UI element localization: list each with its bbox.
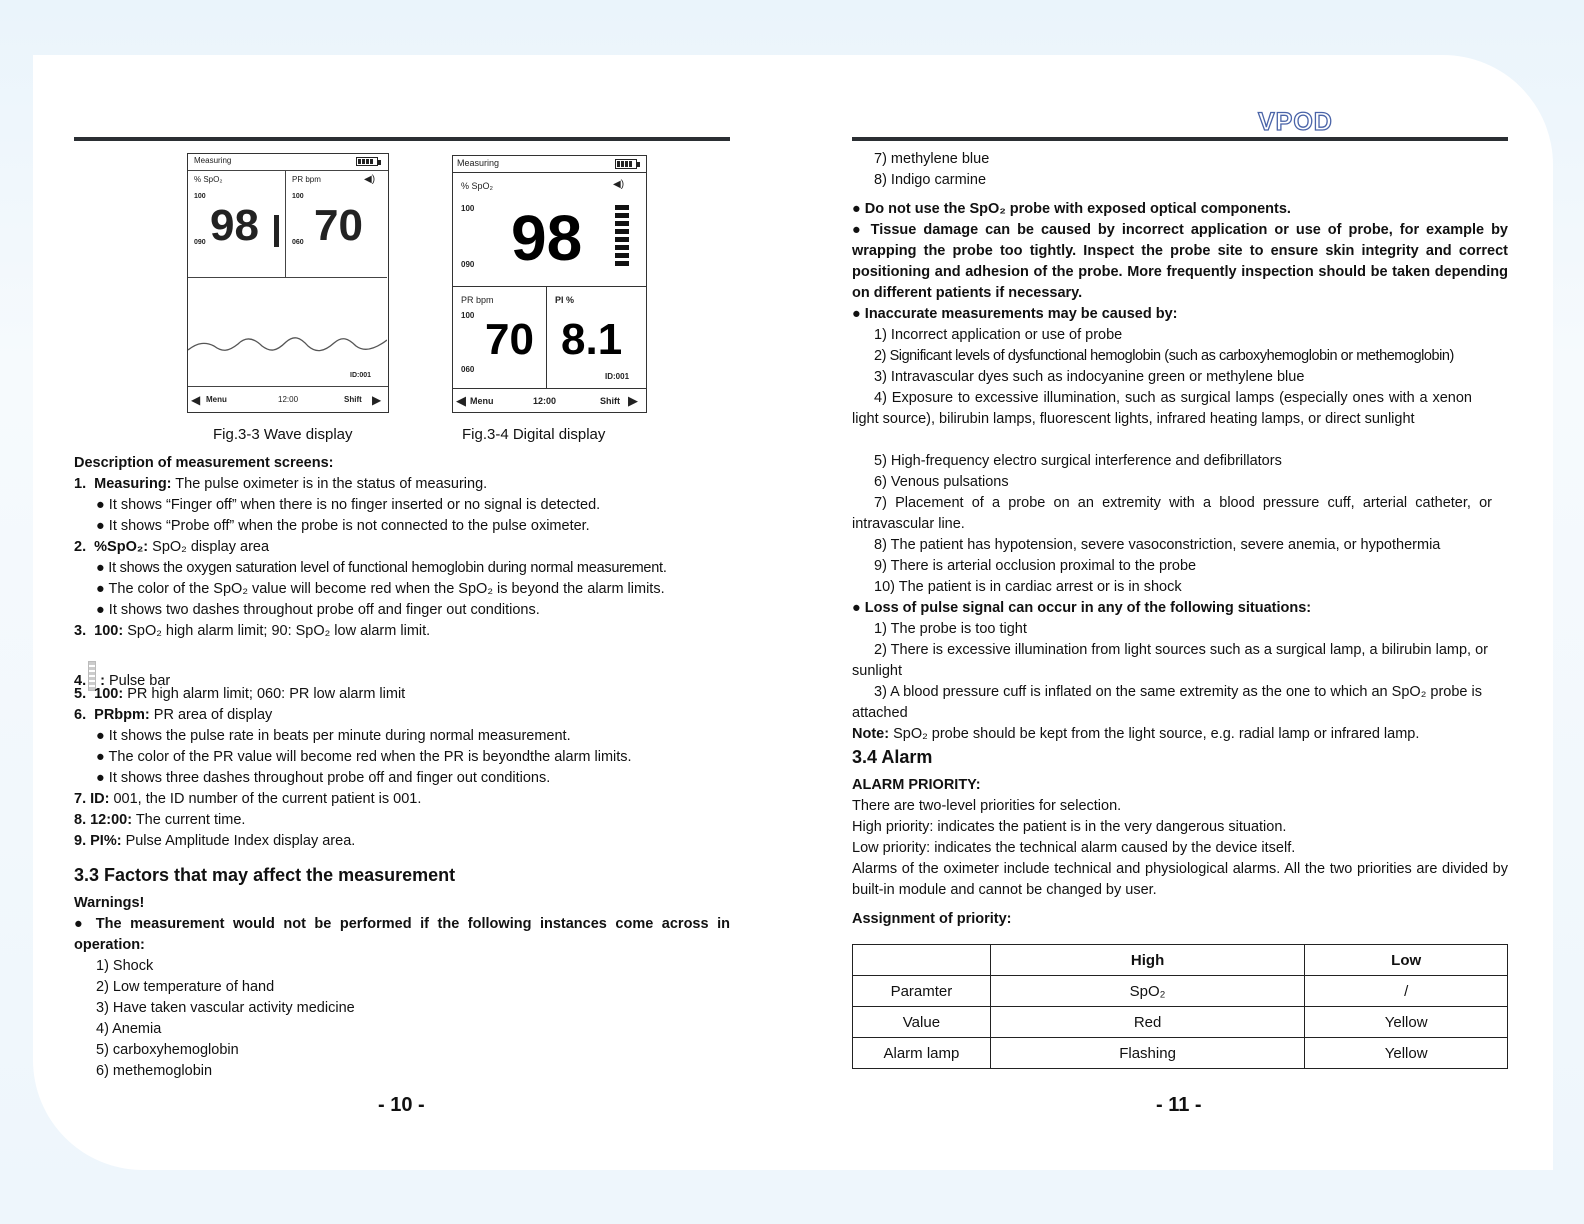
item-9-label: 9. PI%: <box>74 833 122 849</box>
digital-time: 12:00 <box>533 396 557 406</box>
wave-id: ID:001 <box>350 372 372 379</box>
wave-spo2-area <box>188 171 286 278</box>
table-row <box>853 1038 1508 1069</box>
desc-heading: Description of measurement screens: <box>74 455 334 471</box>
item-2-text: SpO₂ display area <box>148 539 270 555</box>
item-4-num: 4. <box>74 673 87 689</box>
table-cell: / <box>1305 976 1508 1007</box>
shift-right-arrow-icon: ▶ <box>372 393 382 407</box>
inaccurate-item: 8) The patient has hypotension, severe vasoconstriction, severe anemia, or hypothermia <box>874 537 1441 553</box>
item-6-text: PR area of display <box>149 707 273 723</box>
page-number-right: - 11 - <box>1156 1094 1202 1116</box>
table-cell: SpO₂ <box>990 976 1304 1007</box>
battery-icon <box>356 157 378 166</box>
table-row <box>853 1007 1508 1038</box>
table-cell: Alarm lamp <box>853 1038 991 1069</box>
right-top-list-item: 7) methylene blue <box>874 151 990 167</box>
digital-status-bar <box>453 156 646 173</box>
digital-pi-value: 8.1 <box>561 315 623 364</box>
digital-pi-label: PI % <box>555 295 575 305</box>
wave-bottom-bar <box>188 386 388 412</box>
priority-line: Low priority: indicates the technical alarm caused by the device itself. <box>852 840 1296 856</box>
warning-loss-of-signal: ● Loss of pulse signal can occur in any of the following situations: <box>852 600 1312 616</box>
item-9-text: Pulse Amplitude Index display area. <box>121 833 356 849</box>
priority-paragraph: Alarms of the oximeter include technical and physiological alarms. All the two priorities are divided by built-in module and cannot be changed by user. <box>852 861 1508 898</box>
item-4-text: Pulse bar <box>104 673 171 689</box>
wave-pr-low: 060 <box>292 239 304 246</box>
digital-display-screen <box>452 155 647 413</box>
warning-inaccurate: ● Inaccurate measurements may be caused by: <box>852 306 1178 322</box>
item-6-label: PRbpm: <box>94 707 150 723</box>
section-3-4-heading: 3.4 Alarm <box>852 747 933 767</box>
item-9 <box>74 831 355 852</box>
item-2-num: 2. <box>74 539 87 555</box>
menu-left-arrow-icon: ◀ <box>456 393 466 408</box>
wave-shift-label: Shift <box>344 395 362 404</box>
item-2 <box>74 537 269 558</box>
wave-spo2-low: 090 <box>194 239 206 246</box>
item-1-text: The pulse oximeter is in the status of measuring. <box>171 476 488 492</box>
inaccurate-item: 4) Exposure to excessive illumination, such as surgical lamps (especially ones with a xenon light source), bilirubin lamps, fluorescent lights, infrared heating lamps, or direct sunlight <box>852 390 1472 427</box>
digital-spo2-high: 100 <box>461 204 475 213</box>
item-2-label: %SpO₂: <box>94 539 149 555</box>
item-7-label: 7. ID: <box>74 791 110 807</box>
wave-pulse-bar <box>274 215 279 247</box>
right-top-list-item: 8) Indigo carmine <box>874 172 987 188</box>
digital-spo2-low: 090 <box>461 260 475 269</box>
item-2-bullet-3: ● It shows two dashes throughout probe off and finger out conditions. <box>96 602 540 618</box>
item-1-bullet-1: ● It shows “Finger off” when there is no finger inserted or no signal is detected. <box>96 497 601 513</box>
digital-bottom-bar <box>453 388 646 412</box>
warning-tissue-damage: ● Tissue damage can be caused by incorrect application or use of probe, for example by wrapping the probe too tightly. Inspect the probe site to ensure skin integrity and correct positioning and adhesion of the probe. More frequently inspection should be taken depending on different patients if necessary. <box>852 222 1508 301</box>
table-cell: Value <box>853 1007 991 1038</box>
digital-spo2-area <box>453 173 646 287</box>
loss-item: 2) There is excessive illumination from light sources such as a surgical lamp, a bilirubin lamp, or sunlight <box>852 642 1488 679</box>
item-5-num: 5. <box>74 686 87 702</box>
item-3-num: 3. <box>74 623 87 639</box>
item-6-bullet-3: ● It shows three dashes throughout probe off and finger out conditions. <box>96 770 551 786</box>
note-label: Note: <box>852 726 890 742</box>
item-6 <box>74 705 272 726</box>
left-list-item: 5) carboxyhemoglobin <box>96 1042 239 1058</box>
table-header-row <box>853 945 1508 976</box>
warning-1: ● The measurement would not be performed if the following instances come across in operation: <box>74 916 730 953</box>
left-header-rule <box>74 137 730 141</box>
item-1 <box>74 474 487 495</box>
item-5-label: 100: <box>94 686 124 702</box>
warnings-heading: Warnings! <box>74 895 145 911</box>
inaccurate-item: 5) High-frequency electro surgical interference and defibrillators <box>874 453 1282 469</box>
digital-id: ID:001 <box>605 372 630 381</box>
table-header-cell <box>853 945 991 976</box>
table-header-cell: Low <box>1305 945 1508 976</box>
table-cell: Yellow <box>1305 1038 1508 1069</box>
inaccurate-item: 9) There is arterial occlusion proximal to the probe <box>874 558 1197 574</box>
item-7-text: 001, the ID number of the current patient is 001. <box>109 791 422 807</box>
digital-pi-area <box>547 287 645 388</box>
wave-pr-high: 100 <box>292 193 304 200</box>
table-row <box>853 976 1508 1007</box>
alarm-priority-heading: ALARM PRIORITY: <box>852 777 981 793</box>
item-3 <box>74 621 430 642</box>
battery-icon <box>615 159 637 169</box>
digital-pr-label: PR bpm <box>461 295 494 305</box>
pleth-waveform <box>188 324 387 364</box>
wave-menu-label: Menu <box>206 395 227 404</box>
left-list-item: 1) Shock <box>96 958 154 974</box>
brand-logo: VPOD <box>1258 108 1333 136</box>
fig-3-4-caption: Fig.3-4 Digital display <box>462 426 606 443</box>
left-list-item: 2) Low temperature of hand <box>96 979 275 995</box>
inaccurate-item: 7) Placement of a probe on an extremity with a blood pressure cuff, arterial catheter, or intravascular line. <box>852 495 1492 532</box>
speaker-icon: ◀) <box>364 174 376 185</box>
digital-pr-value: 70 <box>485 315 534 364</box>
wave-time: 12:00 <box>278 395 299 404</box>
wave-status-bar <box>188 154 388 171</box>
note-text: SpO₂ probe should be kept from the light source, e.g. radial lamp or infrared lamp. <box>889 726 1420 742</box>
item-5 <box>74 684 405 705</box>
note <box>852 724 1419 745</box>
digital-menu-label: Menu <box>470 396 494 406</box>
digital-shift-label: Shift <box>600 396 620 406</box>
inaccurate-item: 10) The patient is in cardiac arrest or is in shock <box>874 579 1182 595</box>
page-number-left: - 10 - <box>378 1094 425 1116</box>
speaker-icon: ◀) <box>613 179 625 190</box>
inaccurate-item: 3) Intravascular dyes such as indocyanine green or methylene blue <box>874 369 1305 385</box>
table-header-cell: High <box>990 945 1304 976</box>
item-2-bullet-2: ● The color of the SpO₂ value will become red when the SpO₂ is beyond the alarm limits. <box>96 581 665 597</box>
digital-title: Measuring <box>457 158 500 168</box>
digital-spo2-label: % SpO₂ <box>461 181 494 191</box>
loss-item: 3) A blood pressure cuff is inflated on the same extremity as the one to which an SpO₂ probe is attached <box>852 684 1482 721</box>
wave-title: Measuring <box>194 156 232 165</box>
warning-probe-exposed: ● Do not use the SpO₂ probe with exposed optical components. <box>852 201 1291 217</box>
item-7 <box>74 789 421 810</box>
item-6-bullet-1: ● It shows the pulse rate in beats per minute during normal measurement. <box>96 728 571 744</box>
right-header-rule <box>852 137 1508 141</box>
wave-pr-area <box>286 171 387 278</box>
item-6-bullet-2: ● The color of the PR value will become red when the PR is beyondthe alarm limits. <box>96 749 632 765</box>
wave-pr-label: PR bpm <box>292 175 321 184</box>
digital-pr-low: 060 <box>461 365 475 374</box>
table-cell: Paramter <box>853 976 991 1007</box>
inaccurate-item: 1) Incorrect application or use of probe <box>874 327 1123 343</box>
digital-spo2-value: 98 <box>511 202 583 274</box>
wave-display-screen <box>187 153 389 413</box>
priority-line: There are two-level priorities for selection. <box>852 798 1122 814</box>
wave-pr-value: 70 <box>314 201 363 250</box>
digital-pr-high: 100 <box>461 311 475 320</box>
digital-pr-area <box>453 287 547 388</box>
item-1-num: 1. <box>74 476 87 492</box>
wave-spo2-high: 100 <box>194 193 206 200</box>
priority-line: High priority: indicates the patient is in the very dangerous situation. <box>852 819 1287 835</box>
item-8-text: The current time. <box>132 812 246 828</box>
table-cell: Yellow <box>1305 1007 1508 1038</box>
left-list-item: 4) Anemia <box>96 1021 162 1037</box>
item-8-label: 8. 12:00: <box>74 812 133 828</box>
assignment-heading: Assignment of priority: <box>852 911 1012 927</box>
item-1-label: Measuring: <box>94 476 172 492</box>
fig-3-3-caption: Fig.3-3 Wave display <box>213 426 353 443</box>
item-2-bullet-1: ● It shows the oxygen saturation level of functional hemoglobin during normal measurement. <box>96 560 667 576</box>
item-4-label: : <box>100 673 105 689</box>
inaccurate-item: 2) Significant levels of dysfunctional hemoglobin (such as carboxyhemoglobin or methemoglobin) <box>874 348 1454 364</box>
loss-item: 1) The probe is too tight <box>874 621 1027 637</box>
item-1-bullet-2: ● It shows “Probe off” when the probe is not connected to the pulse oximeter. <box>96 518 590 534</box>
item-3-label: 100: <box>94 623 124 639</box>
wave-spo2-value: 98 <box>210 201 259 250</box>
shift-right-arrow-icon: ▶ <box>628 393 638 408</box>
item-6-num: 6. <box>74 707 87 723</box>
item-8 <box>74 810 245 831</box>
item-5-text: PR high alarm limit; 060: PR low alarm limit <box>123 686 406 702</box>
table-cell: Red <box>990 1007 1304 1038</box>
table-cell: Flashing <box>990 1038 1304 1069</box>
menu-left-arrow-icon: ◀ <box>191 393 201 407</box>
priority-table <box>852 944 1508 1069</box>
left-list-item: 6) methemoglobin <box>96 1063 213 1079</box>
item-3-text: SpO₂ high alarm limit; 90: SpO₂ low alarm limit. <box>123 623 431 639</box>
section-3-3-heading: 3.3 Factors that may affect the measurement <box>74 865 456 885</box>
wave-spo2-label: % SpO₂ <box>194 175 223 184</box>
digital-pulse-bar <box>615 205 629 271</box>
inaccurate-item: 6) Venous pulsations <box>874 474 1009 490</box>
left-list-item: 3) Have taken vascular activity medicine <box>96 1000 355 1016</box>
